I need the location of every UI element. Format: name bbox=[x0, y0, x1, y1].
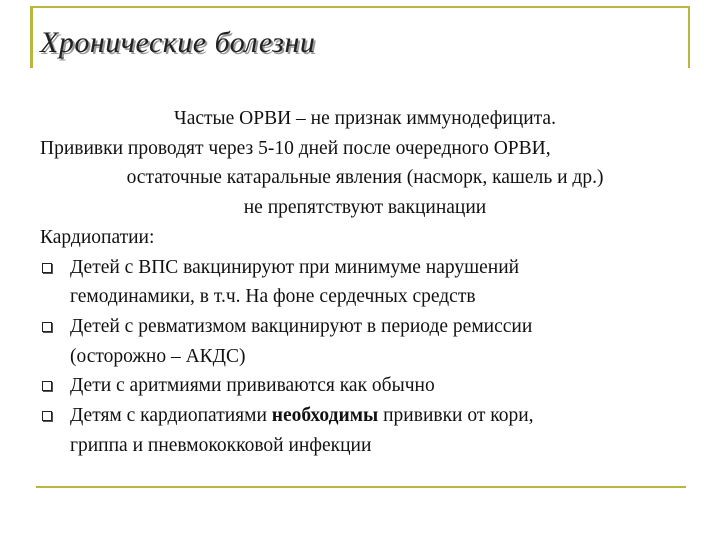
slide-body bbox=[40, 104, 690, 460]
checkbox-bullet-icon bbox=[42, 381, 52, 391]
checkbox-bullet-icon bbox=[42, 322, 52, 332]
bullet-emphasis-text: необходимы bbox=[271, 405, 379, 427]
bullet-item bbox=[40, 401, 690, 460]
checkbox-bullet-icon bbox=[42, 263, 52, 273]
bullet-text-line: (осторожно – АКДС) bbox=[70, 345, 246, 367]
frame-left-line bbox=[30, 6, 33, 68]
frame-top-line bbox=[30, 6, 690, 8]
bullet-text-line bbox=[70, 401, 690, 431]
intro-line-3: остаточные катаральные явления (насморк, кашель и др.) bbox=[126, 167, 604, 189]
bullet-text-line: Детей с ВПС вакцинируют при минимуме нарушений bbox=[70, 256, 520, 278]
frame-bottom-line bbox=[36, 486, 686, 488]
bullet-text-line: гриппа и пневмококковой инфекции bbox=[70, 434, 372, 456]
bullet-item bbox=[40, 253, 690, 312]
slide-title: Хронические болезни bbox=[40, 26, 316, 59]
bullet-text-segment: прививки от кори, bbox=[378, 405, 534, 427]
section-label: Кардиопатии: bbox=[40, 226, 155, 248]
bullet-item bbox=[40, 371, 690, 401]
frame-right-line bbox=[688, 6, 690, 68]
checkbox-bullet-icon bbox=[42, 411, 52, 421]
bullet-text-line: Детей с ревматизмом вакцинируют в периоде ремиссии bbox=[70, 315, 533, 337]
intro-line-1: Частые ОРВИ – не признак иммунодефицита. bbox=[174, 108, 556, 129]
bullet-item bbox=[40, 312, 690, 371]
intro-line-2: Прививки проводят через 5-10 дней после очередного ОРВИ, bbox=[40, 137, 551, 159]
intro-line-4: не препятствуют вакцинации bbox=[243, 197, 487, 219]
bullet-text-line: гемодинамики, в т.ч. На фоне сердечных средств bbox=[70, 286, 476, 308]
bullet-text-segment: Детям с кардиопатиями bbox=[70, 405, 272, 427]
bullet-text-line: Дети с аритмиями прививаются как обычно bbox=[70, 375, 435, 397]
